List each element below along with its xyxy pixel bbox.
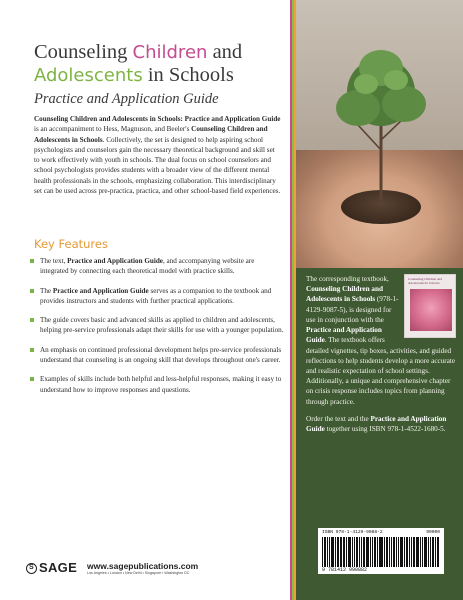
barcode-bar [377, 537, 378, 567]
feature-bold: Practice and Application Guide [52, 286, 149, 295]
publisher-cities: Los Angeles • London • New Delhi • Singapore • Washington DC [87, 570, 190, 575]
barcode-bar [359, 537, 360, 567]
feature-text: The [40, 286, 53, 295]
barcode-bar [341, 537, 342, 567]
barcode-bar [416, 537, 417, 567]
barcode-bar [396, 537, 397, 567]
barcode-bar [331, 537, 334, 567]
textbook-cover-thumbnail [404, 274, 456, 338]
barcode-bar [374, 537, 376, 567]
bullet-icon [30, 348, 34, 352]
barcode-bar [329, 537, 330, 567]
barcode-bar [370, 537, 371, 567]
barcode-bar [411, 537, 412, 567]
sidebar-text-span: . The textbook offers detailed vignettes, tip boxes, activities, and guided reflections to help students develop a more accurate and realistic expectation of school settings. Additionally, a unique and comprehensive chapter on crisis response includes topics from planning through practice. [306, 336, 456, 406]
feature-text: An emphasis on continued professional development helps pre-service professionals understand that counseling is an ongoing skill that develops throughout one's career. [40, 345, 282, 365]
barcode-bar [391, 537, 392, 567]
publisher-footer [26, 560, 198, 575]
barcode-bar [404, 537, 405, 567]
barcode-bar [424, 537, 427, 567]
title-text: Counseling [34, 41, 133, 63]
barcode-bar [337, 537, 339, 567]
isbn-label: ISBN 978-1-4129-9088-2 [322, 530, 383, 535]
sage-logo-text: SAGE [39, 560, 78, 575]
barcode-bar [435, 537, 436, 567]
barcode-bar [417, 537, 419, 567]
barcode-bar [430, 537, 431, 567]
feature-text: The guide covers basic and advanced skills as applied to children and adolescents, helping pre-service professionals adapt their skills for use with a younger population. [40, 316, 284, 335]
barcode-bar [322, 537, 323, 567]
isbn-barcode [318, 528, 444, 574]
feature-text: The text, [40, 257, 68, 265]
key-features-list [30, 256, 284, 404]
feature-bold: Practice and Application Guide [67, 257, 163, 265]
title-text: and [207, 41, 243, 63]
title-text: in Schools [142, 63, 234, 86]
barcode-bar [343, 537, 345, 567]
barcode-number: 9 781412 990882 [322, 567, 368, 573]
barcode-bar [356, 537, 358, 567]
sidebar-bold-guide-title: Practice and Application Guide [306, 414, 447, 434]
sidebar-text-span: together using ISBN 978-1-4522-1680-5. [324, 425, 446, 434]
intro-text: is an accompaniment to Hess, Magnuson, and Beeler's [34, 125, 192, 134]
bullet-icon [30, 377, 34, 381]
sage-logo-icon: S [26, 563, 37, 574]
barcode-bar [380, 537, 383, 567]
barcode-bars [322, 537, 440, 567]
barcode-bar [393, 537, 395, 567]
sidebar-text [306, 274, 456, 441]
barcode-bar [327, 537, 328, 567]
barcode-bar [398, 537, 399, 567]
publisher-url[interactable]: www.sagepublications.com [87, 560, 199, 571]
intro-bold-textbook: Counseling Children and Adolescents in Schools [34, 125, 268, 144]
barcode-bar [346, 537, 347, 567]
title-word-adolescents: Adolescents [34, 64, 143, 86]
barcode-bar [384, 537, 385, 567]
intro-text: . Collectively, the set is designed to help aspiring school psychologists and counselors gain the necessary theoretical background and skill set to work effectively with youth in schools. The dual focus on school counselors and school psychologists provides students with a broader view of the different mental health professionals in the schools, emphasizing collaboration. This interdisciplinary set can be used across pre-practica, practica, and other school-based field experiences. [34, 135, 281, 196]
barcode-bar [324, 537, 326, 567]
barcode-bar [409, 537, 410, 567]
barcode-bar [400, 537, 403, 567]
barcode-bar [348, 537, 351, 567]
list-item [30, 286, 284, 307]
barcode-bar [379, 537, 380, 567]
book-title [34, 41, 284, 87]
barcode-bar [422, 537, 423, 567]
barcode-bar [354, 537, 355, 567]
sidebar-bold-textbook-title: Counseling Children and Adolescents in Schools [306, 285, 383, 304]
barcode-bar [389, 537, 390, 567]
sapling-tree-image [296, 0, 463, 268]
publisher-info [87, 561, 198, 575]
feature-text: Examples of skills include both helpful and less-helpful responses, making it easy to understand how to improve responses and questions. [40, 375, 282, 394]
list-item [30, 315, 284, 336]
barcode-bar [335, 537, 336, 567]
bullet-icon [30, 259, 34, 263]
barcode-bar [437, 537, 439, 567]
barcode-bar [372, 537, 373, 567]
mini-cover-title: Counseling Children and Adolescents in Schools [408, 277, 442, 285]
bullet-icon [30, 318, 34, 322]
book-subtitle: Practice and Application Guide [34, 91, 219, 107]
mini-cover-image [410, 289, 452, 331]
barcode-bar [413, 537, 415, 567]
intro-bold-title: Counseling Children and Adolescents in Schools: Practice and Application Guide [34, 115, 281, 123]
cover-photo-hands-tree [296, 0, 463, 268]
barcode-bar [361, 537, 362, 567]
barcode-bar [363, 537, 365, 567]
barcode-bar [366, 537, 369, 567]
intro-paragraph [34, 114, 282, 196]
barcode-bar [420, 537, 421, 567]
list-item [30, 345, 284, 366]
barcode-bar [386, 537, 388, 567]
price-code: 90000 [426, 530, 440, 535]
sidebar-bold-guide-title: Practice and Application Guide [306, 326, 382, 345]
barcode-bar [340, 537, 341, 567]
sidebar-paragraph-order [306, 414, 456, 434]
bullet-icon [30, 289, 34, 293]
title-word-children: Children [132, 42, 208, 63]
key-features-heading: Key Features [34, 237, 108, 251]
sidebar-text-span: Order the text and the [306, 414, 371, 423]
barcode-header [322, 530, 440, 535]
feature-text: serves as a companion to the textbook and provides instructors and students with further practical applications. [40, 286, 272, 305]
sage-logo [26, 560, 77, 575]
barcode-bar [352, 537, 353, 567]
sidebar-text-span: (978-1-4129-9087-5), is designed for use in conjunction with the [306, 295, 399, 324]
barcode-bar [428, 537, 429, 567]
list-item [30, 256, 284, 277]
barcode-bar [432, 537, 434, 567]
feature-text: , and accompanying website are integrated by connecting each theoretical model with practice skills. [40, 257, 255, 276]
barcode-bar [406, 537, 408, 567]
list-item [30, 374, 284, 395]
sidebar-text-span: The corresponding textbook, [306, 275, 389, 283]
